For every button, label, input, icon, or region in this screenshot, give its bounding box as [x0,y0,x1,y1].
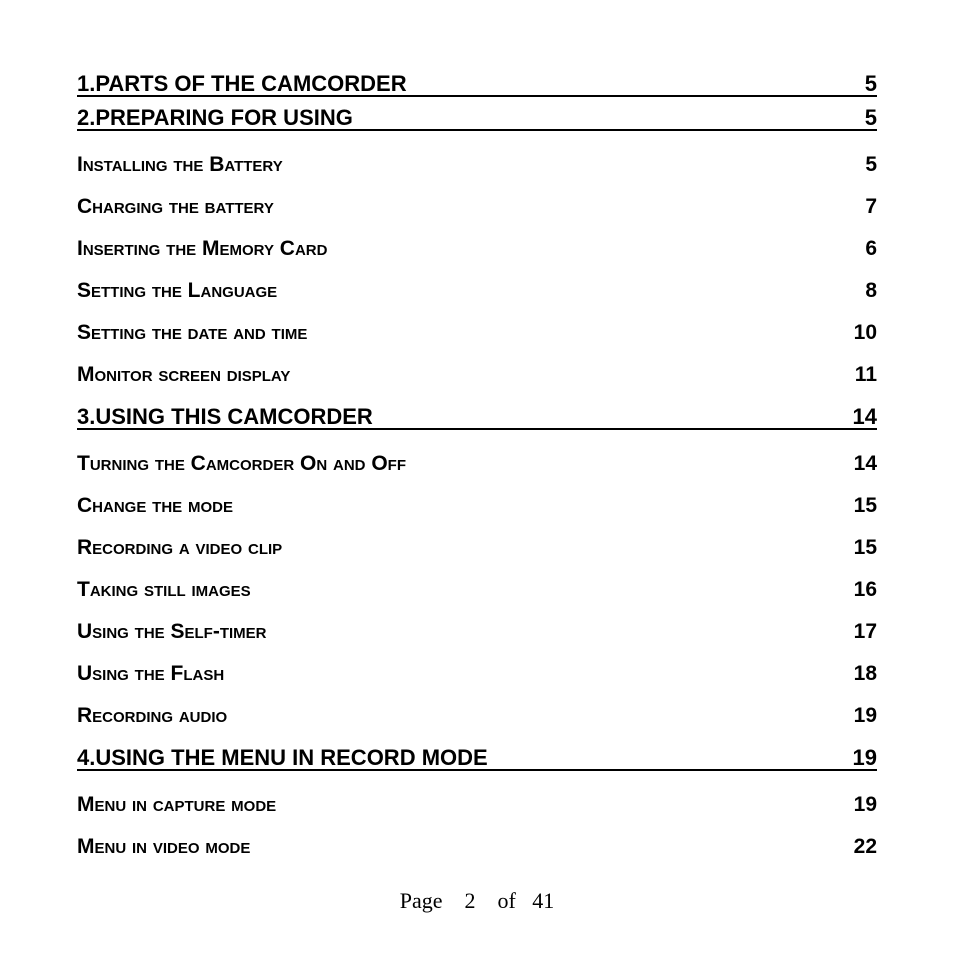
toc-entry-page: 5 [864,71,877,96]
toc-chapter[interactable] [77,746,877,771]
toc-entry-title: Setting the date and time [77,321,308,344]
toc-section[interactable] [77,536,877,560]
toc-entry-page: 14 [852,404,877,429]
toc-section[interactable] [77,452,877,476]
toc-entry-page: 6 [865,237,877,260]
toc-entry-title: Inserting the Memory Card [77,237,328,260]
toc-section[interactable] [77,793,877,817]
footer-page-word: Page [399,888,443,913]
toc-section[interactable] [77,195,877,219]
footer-total-pages: 41 [532,888,555,913]
toc-section[interactable] [77,237,877,261]
toc-entry-title: 4.USING THE MENU IN RECORD MODE [77,745,488,770]
toc-entry-page: 15 [853,494,877,517]
toc-chapter[interactable] [77,405,877,430]
toc-entry-page: 5 [864,105,877,130]
toc-entry-page: 7 [865,195,877,218]
toc-entry-title: 3.USING THIS CAMCORDER [77,404,373,429]
toc-entry-page: 14 [853,452,877,475]
toc-entry-title: Recording a video clip [77,536,283,559]
toc-entry-page: 8 [865,279,877,302]
toc-entry-page: 5 [865,153,877,176]
toc-chapter[interactable] [77,106,877,131]
footer-current-page: 2 [464,888,476,913]
toc-section[interactable] [77,321,877,345]
toc-entry-page: 16 [853,578,877,601]
toc-section[interactable] [77,835,877,859]
toc-section[interactable] [77,662,877,686]
toc-entry-title: 1.PARTS OF THE CAMCORDER [77,71,407,96]
toc-entry-title: Change the mode [77,494,234,517]
toc-entry-title: Turning the Camcorder On and Off [77,452,406,475]
toc-entry-title: Recording audio [77,704,228,727]
toc-entry-title: Charging the battery [77,195,274,218]
toc-entry-page: 22 [853,835,877,858]
toc-entry-page: 15 [853,536,877,559]
toc-entry-page: 11 [854,363,877,386]
toc-entry-page: 10 [853,321,877,344]
toc-section[interactable] [77,494,877,518]
toc-section[interactable] [77,153,877,177]
toc-entry-page: 19 [853,793,877,816]
toc-entry-page: 18 [853,662,877,685]
toc-entry-page: 19 [852,745,877,770]
toc-section[interactable] [77,620,877,644]
toc-entry-page: 17 [853,620,877,643]
toc-entry-title: Installing the Battery [77,153,283,176]
page-footer [0,887,954,915]
toc-section[interactable] [77,363,877,387]
toc-entry-title: Monitor screen display [77,363,291,386]
toc-entry-title: Setting the Language [77,279,278,302]
toc-section[interactable] [77,279,877,303]
toc-entry-title: Using the Self-timer [77,620,267,643]
toc-chapter[interactable] [77,72,877,97]
footer-of-word: of [497,888,516,913]
toc-entry-title: 2.PREPARING FOR USING [77,105,353,130]
toc-entry-title: Taking still images [77,578,251,601]
toc-entry-title: Menu in capture mode [77,793,277,816]
toc-section[interactable] [77,578,877,602]
toc-section[interactable] [77,704,877,728]
toc-entry-page: 19 [853,704,877,727]
toc-entry-title: Using the Flash [77,662,225,685]
toc-entry-title: Menu in video mode [77,835,251,858]
